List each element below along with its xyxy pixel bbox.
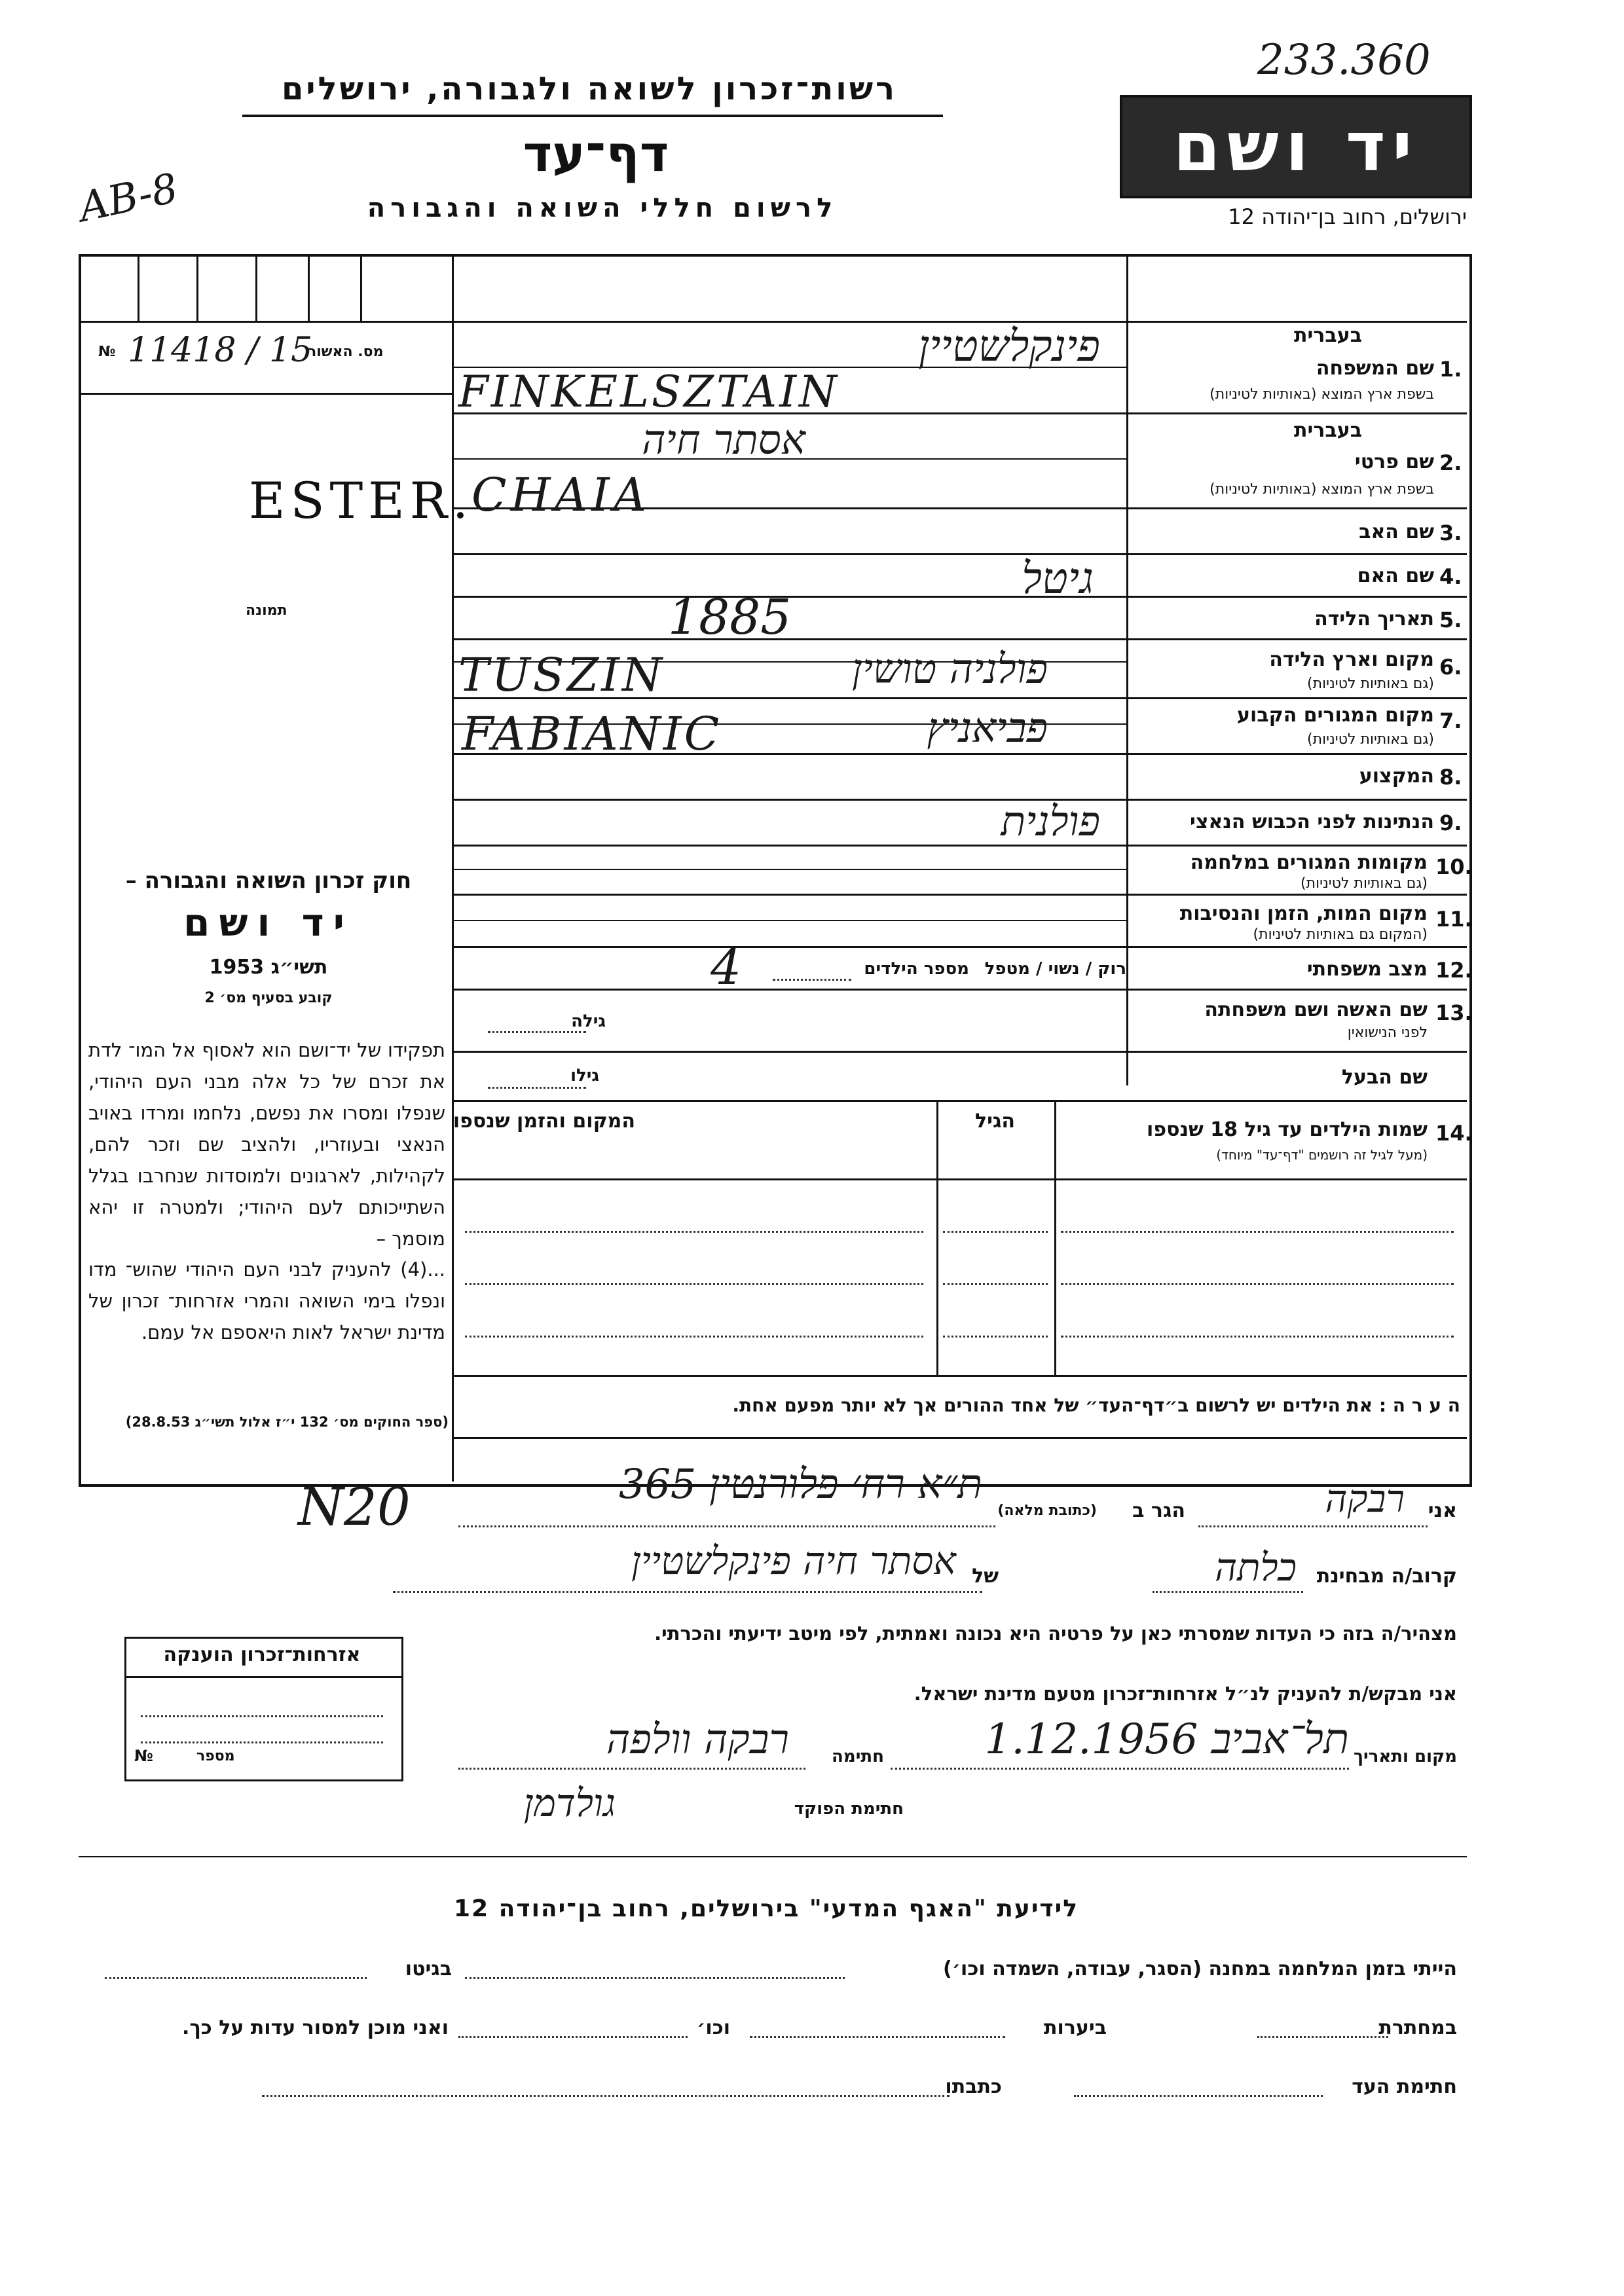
yad-vashem-logo bbox=[1120, 95, 1472, 198]
field-6-value-latin: TUSZIN bbox=[458, 648, 665, 702]
signature-label: חתימה bbox=[832, 1747, 884, 1766]
field-9-number: 9. bbox=[1439, 811, 1462, 835]
law-text-clause-4: ...(4) להעניק לבני העם היהודי שהוש־ מדו ונפלו בימי השואה והמרי אזרחות־ זכרון של מדינת ישראל לאות היאספם אל עמם. bbox=[88, 1258, 445, 1343]
field-2-lang: בעברית bbox=[1294, 419, 1362, 442]
field-6-label: מקום וארץ הלידה bbox=[1269, 648, 1434, 671]
law-clause: קובע בסעיף מס׳ 2 bbox=[204, 990, 333, 1006]
declaration-i-value: רבקה bbox=[1325, 1476, 1405, 1521]
declaration-address-hint: (כתובת מלאה) bbox=[997, 1503, 1097, 1519]
declaration-of-label: של bbox=[972, 1565, 999, 1588]
field-11-number: 11. bbox=[1435, 907, 1473, 932]
place-date-label: מקום ותאריך bbox=[1354, 1747, 1457, 1766]
children-age-header: הגיל bbox=[975, 1110, 1015, 1133]
declaration-relative-label: קרוב/ה מבחינת bbox=[1316, 1565, 1457, 1588]
law-year: תשי״ג 1953 bbox=[209, 956, 328, 979]
field-1-value-latin: FINKELSZTAIN bbox=[458, 367, 840, 417]
law-source: (ספר החוקים מס׳ 132 י״ז אלול תשי״ג 28.8.53) bbox=[125, 1414, 449, 1430]
law-title-yad-vashem: יד ושם bbox=[183, 900, 354, 945]
declaration-statement-2: אני מבקש/ת להעניק לנ״ל אזרחות־זכרון מטעם מדינת ישראל. bbox=[913, 1683, 1457, 1705]
logo-text: יד ושם bbox=[1173, 107, 1419, 187]
footer-line2-underground: במחתרת bbox=[1378, 2016, 1457, 2039]
footer-line2-etc: וכו׳ bbox=[697, 2016, 730, 2039]
field-7-sub: (גם באותיות לטיניות) bbox=[1307, 731, 1434, 748]
field-6-value-hebrew: פולניה טושין bbox=[851, 645, 1048, 693]
field-2-value-hebrew: אסתר חיה bbox=[642, 416, 805, 464]
approval-value: 11418 / 15 bbox=[128, 331, 313, 370]
field-7-value-hebrew: פביאניץ bbox=[927, 704, 1048, 752]
field-2-sub: בשפת ארץ המוצא (באותיות לטיניות) bbox=[1209, 481, 1434, 498]
field-1-label: שם המשפחה bbox=[1316, 357, 1434, 380]
field-8-label: המקצוע bbox=[1359, 765, 1434, 788]
field-13-sub: לפני הנישואין bbox=[1347, 1025, 1428, 1041]
field-14-label: שמות הילדים עד גיל 18 שנספו bbox=[1147, 1118, 1428, 1141]
declaration-of-value: אסתר חיה פינקלשטיין bbox=[631, 1539, 956, 1583]
footer-line1-ghetto: בגיטו bbox=[405, 1958, 452, 1980]
signature-value: רבקה וולפה bbox=[606, 1715, 789, 1763]
declaration-i-label: אני bbox=[1428, 1499, 1457, 1522]
field-9-label: הנתינות לפני הכבוש הנאצי bbox=[1190, 811, 1434, 833]
husband-name-label: שם הבעל bbox=[1341, 1066, 1428, 1089]
approval-label: מס. האשור bbox=[308, 344, 384, 360]
citizenship-number-suffix: № bbox=[134, 1747, 153, 1765]
field-1-lang: בעברית bbox=[1294, 324, 1362, 347]
field-13-age-female: גילה bbox=[571, 1011, 606, 1031]
citizenship-number-label: מספר bbox=[196, 1748, 235, 1764]
field-6-sub: (גם באותיות לטיניות) bbox=[1307, 676, 1434, 692]
field-9-value: פולנית bbox=[1001, 797, 1100, 845]
field-12-children-label: מספר הילדים bbox=[864, 959, 969, 979]
field-3-number: 3. bbox=[1439, 520, 1462, 545]
field-4-value: גיטל bbox=[1022, 553, 1094, 604]
children-place-header: המקום והזמן שנספו bbox=[452, 1110, 635, 1133]
field-10-number: 10. bbox=[1435, 854, 1473, 879]
archive-number: 233.360 bbox=[1257, 36, 1431, 84]
place-date-value: תל־אביב 1.12.1956 bbox=[984, 1715, 1349, 1764]
officer-signature: גולדמן bbox=[523, 1781, 616, 1825]
field-8-number: 8. bbox=[1439, 765, 1462, 790]
law-text: תפקידו של יד־ושם הוא לאסוף אל המו־ לדת את זכרם של כל אלה מבני העם היהודי, שנפלו ומסרו את נפשם, נלחמו ומרדו באויב הנאצי ובעוזריו, ולהציב שם וזכר להם, לקהילות, לארגונים ולמוסדות שנחרבו בגלל השתייכותם לעם היהודי; ולמטרה זו יהא מוסמך – bbox=[88, 1039, 445, 1250]
field-10-label: מקומות המגורים במלחמה bbox=[1190, 851, 1428, 874]
footer-line2-testify: ואני מוכן למסור עדות על כך. bbox=[182, 2016, 449, 2039]
field-7-number: 7. bbox=[1439, 708, 1462, 733]
field-3-label: שם האב bbox=[1359, 520, 1434, 543]
field-4-label: שם האם bbox=[1357, 564, 1434, 587]
field-2-value-latin: CHAIA bbox=[471, 468, 651, 522]
field-7-label: מקום המגורים הקבוע bbox=[1237, 704, 1434, 727]
declaration-resides-label: הגר ב bbox=[1132, 1499, 1185, 1522]
citizenship-box-title: אזרחות־זכרון הוענקה bbox=[163, 1643, 361, 1666]
footer-witness-signature: חתימת העד bbox=[1352, 2075, 1457, 2098]
org-title: רשות־זכרון לשואה ולגבורה, ירושלים bbox=[281, 71, 898, 107]
footer-title: לידיעת "האגף המדעי" בירושלים, רחוב בן־יהודה 12 bbox=[454, 1895, 1079, 1922]
field-13-age-male: גילו bbox=[570, 1066, 599, 1085]
field-12-number: 12. bbox=[1435, 958, 1473, 983]
remark: ה ע ר ה : את הילדים יש לרשום ב״דף־העד״ של אחד ההורים אך לא יותר מפעם אחת. bbox=[732, 1394, 1460, 1416]
field-1-number: 1. bbox=[1439, 357, 1462, 382]
margin-note: AB-8 bbox=[75, 164, 182, 231]
field-12-status-options: רוק / נשוי / מטפל bbox=[984, 959, 1126, 979]
field-1-value-hebrew: פינקלשטיין bbox=[918, 321, 1100, 371]
field-6-number: 6. bbox=[1439, 655, 1462, 680]
field-5-value: 1885 bbox=[668, 589, 792, 646]
field-12-children-value: 4 bbox=[710, 939, 742, 996]
field-5-number: 5. bbox=[1439, 608, 1462, 632]
field-1-sub: בשפת ארץ המוצא (באותיות לטיניות) bbox=[1209, 386, 1434, 403]
field-11-label: מקום המות, הזמן והנסיבות bbox=[1179, 902, 1428, 925]
photo-caption: תמונה bbox=[246, 602, 287, 619]
field-13-number: 13. bbox=[1435, 1000, 1473, 1025]
declaration-side-note: N20 bbox=[298, 1476, 411, 1537]
field-12-label: מצב משפחתי bbox=[1306, 958, 1428, 981]
declaration-address-value: ת״א רח׳ פלורנטין 365 bbox=[619, 1460, 982, 1508]
field-13-label: שם האשה ושם משפחתה bbox=[1204, 998, 1428, 1021]
logo-address: ירושלים, רחוב בן־יהודה 12 bbox=[1228, 204, 1467, 229]
field-4-number: 4. bbox=[1439, 564, 1462, 589]
form-title: דף־עד bbox=[523, 124, 669, 183]
form-subtitle: לרשום חללי השואה והגבורה bbox=[367, 193, 838, 223]
footer-line2-forests: ביערות bbox=[1044, 2016, 1107, 2039]
declaration-statement-1: מצהיר/ה בזה כי העדות שמסרתי כאן על פרטיה היא נכונה ואמתית, לפי מיטב ידיעתי והכרתי. bbox=[654, 1622, 1457, 1645]
field-2-number: 2. bbox=[1439, 450, 1462, 475]
field-14-sub: (מעל לגיל זה רושמים "דף־עד" מיוחד) bbox=[1216, 1147, 1428, 1163]
footer-address-label: כתבתו bbox=[945, 2075, 1002, 2098]
given-name-latin-prefix: ESTER. bbox=[249, 471, 474, 530]
field-14-number: 14. bbox=[1435, 1121, 1473, 1146]
declaration-relative-value: כלתה bbox=[1215, 1545, 1297, 1590]
field-10-sub: (גם באותיות לטיניות) bbox=[1301, 875, 1428, 892]
law-title: חוק זכרון השואה והגבורה – bbox=[125, 867, 412, 894]
footer-line1-camp: הייתי בזמן המלחמה במחנה (הסגר, עבודה, השמדה וכו׳) bbox=[943, 1958, 1457, 1980]
field-11-sub: (המקום גם באותיות לטיניות) bbox=[1253, 926, 1428, 943]
field-5-label: תאריך הלידה bbox=[1314, 608, 1434, 630]
officer-label: חתימת הפוקד bbox=[794, 1799, 904, 1819]
field-7-value-latin: FABIANIC bbox=[462, 707, 722, 761]
field-2-label: שם פרטי bbox=[1354, 450, 1434, 473]
